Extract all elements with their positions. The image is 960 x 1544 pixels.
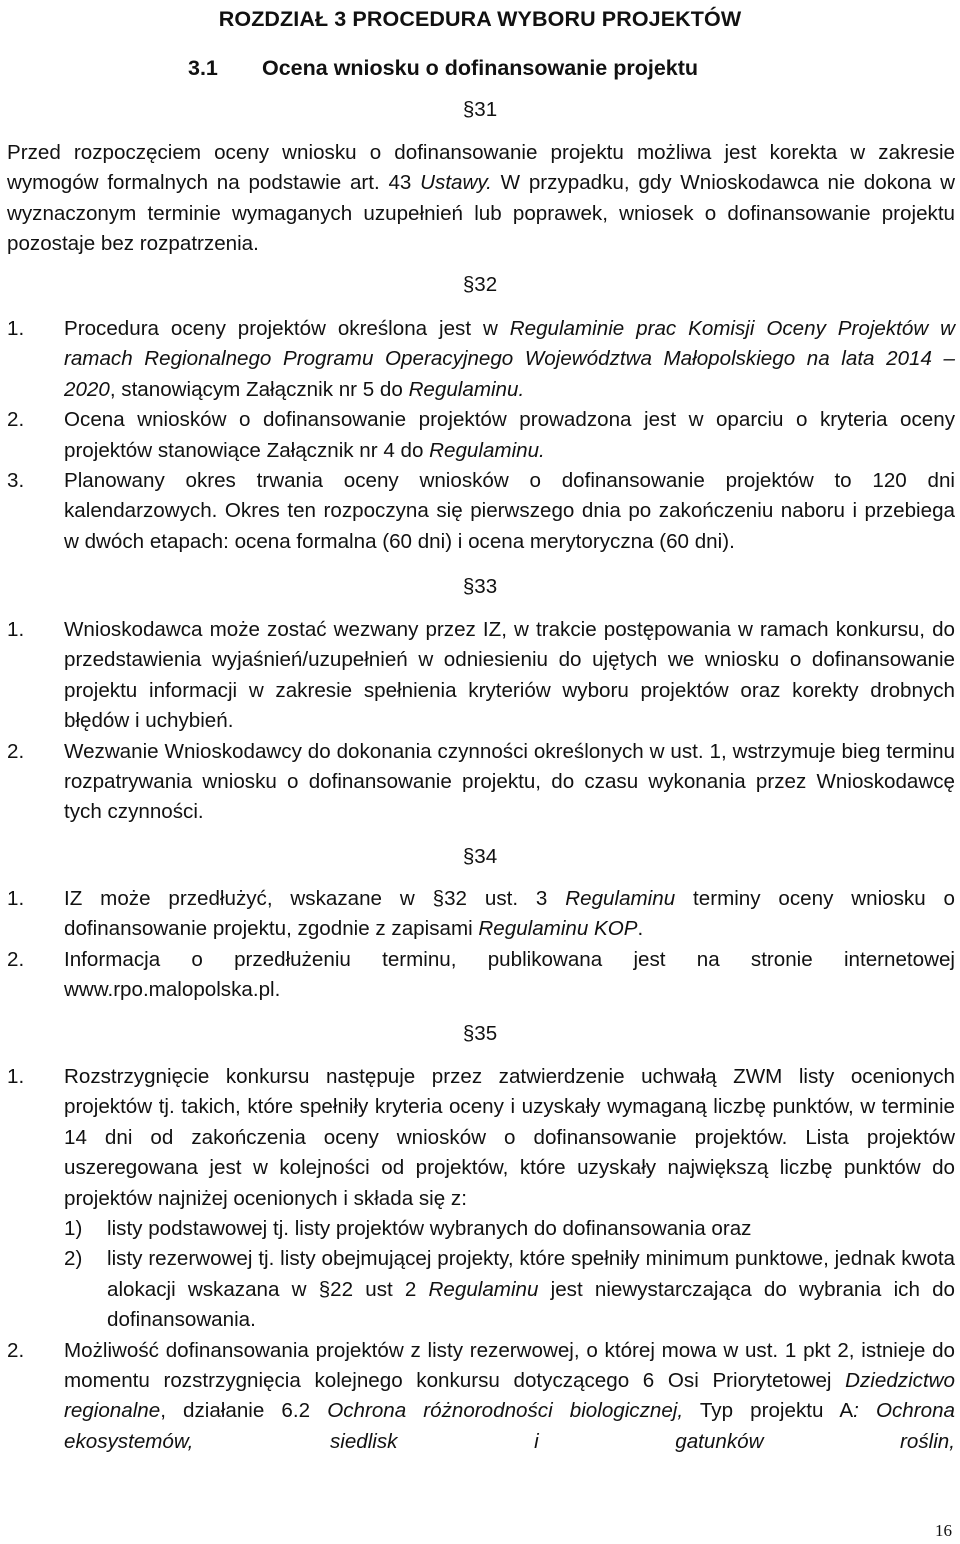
p31-text-a: Przed rozpoczęciem oceny wniosku o dofinansowanie projektu możliwa jest korekta w zakresie wymogów formalnych na podstawie art. 43 bbox=[7, 141, 955, 195]
section-heading: Ocena wniosku o dofinansowanie projektu bbox=[262, 56, 699, 80]
item-text: terminy oceny wniosku o dofinansowanie projektu, zgodnie z zapisami bbox=[64, 887, 955, 941]
p31-text-b: W przypadku, gdy Wnioskodawca nie dokona w wyznaczonym terminie wymaganych uzupełnień lub poprawek, wniosek o dofinansowanie projektu pozostaje bez rozpatrzenia. bbox=[7, 171, 956, 256]
paragraph-label-35: §35 bbox=[462, 1022, 498, 1045]
item-text: , stanowiącym Załącznik nr 5 do bbox=[109, 377, 409, 401]
p31-text-italic: Ustawy. bbox=[420, 171, 492, 195]
sub-item-text: listy podstawowej tj. listy projektów wybranych do dofinansowania oraz bbox=[107, 1217, 752, 1241]
paragraph-label-32: §32 bbox=[462, 273, 498, 296]
item-text: Wezwanie Wnioskodawcy do dokonania czynności określonych w ust. 1, wstrzymuje bieg terminu rozpatrywania wniosku o dofinansowanie projektu, do czasu wykonania przez Wnioskodawcę tych czynności. bbox=[64, 739, 955, 824]
sub-item-number: 2) bbox=[64, 1247, 83, 1271]
item-number: 2. bbox=[7, 408, 25, 432]
item-number: 2. bbox=[7, 1338, 25, 1362]
item-text: , działanie 6.2 bbox=[160, 1399, 328, 1423]
item-text: Typ projektu A bbox=[683, 1399, 854, 1423]
section-number: 3.1 bbox=[188, 56, 218, 80]
list-item bbox=[7, 1062, 955, 1214]
item-italic: Dziedzictwo regionalne bbox=[64, 1369, 955, 1423]
item-number: 1. bbox=[7, 618, 25, 641]
item-italic: Regulaminu. bbox=[408, 377, 525, 401]
sub-list-item bbox=[7, 1244, 955, 1335]
item-italic: : Ochrona ekosystemów, siedlisk i gatunków roślin, bbox=[64, 1399, 955, 1453]
sub-item-text: jest niewystarczająca do wybrania ich do dofinansowania. bbox=[107, 1277, 955, 1332]
item-text: Procedura oceny projektów określona jest w bbox=[64, 317, 510, 340]
item-number: 2. bbox=[7, 947, 25, 971]
paragraph-label-34: §34 bbox=[462, 845, 498, 868]
sub-list-item bbox=[7, 1214, 955, 1244]
item-text: Informacja o przedłużeniu terminu, publikowana jest na stronie internetowej www.rpo.malopolska.pl. bbox=[64, 947, 955, 1002]
item-italic: Regulaminu. bbox=[429, 438, 545, 462]
section-title bbox=[188, 53, 698, 83]
list-item bbox=[7, 945, 955, 1006]
paragraph-label-33: §33 bbox=[462, 575, 498, 598]
list-item bbox=[7, 466, 955, 557]
list-item bbox=[7, 884, 955, 945]
list-item bbox=[7, 615, 955, 737]
item-italic: Regulaminu KOP bbox=[478, 917, 638, 941]
item-text: . bbox=[637, 917, 644, 941]
item-number: 1. bbox=[7, 1065, 25, 1088]
paragraph-33-list bbox=[7, 615, 955, 828]
list-item bbox=[7, 405, 955, 466]
item-text: Wnioskodawca może zostać wezwany przez IZ, w trakcie postępowania w ramach konkursu, do przedstawienia wyjaśnień/uzupełnień w odniesieniu do ujętych we wniosku o dofinansowanie projektu informacji w zakresie spełnienia kryteriów wyboru projektów oraz korekty drobnych błędów i uchybień. bbox=[64, 618, 955, 733]
chapter-title: ROZDZIAŁ 3 PROCEDURA WYBORU PROJEKTÓW bbox=[218, 7, 742, 31]
item-italic: Regulaminu bbox=[565, 887, 676, 910]
item-number: 1. bbox=[7, 887, 25, 910]
item-italic: Regulaminie prac Komisji Oceny Projektów w ramach Regionalnego Programu Operacyjnego Województwa Małopolskiego na lata 2014 – 2020 bbox=[64, 317, 955, 401]
item-number: 2. bbox=[7, 739, 25, 763]
paragraph-label-31: §31 bbox=[462, 98, 498, 121]
list-item bbox=[7, 314, 955, 405]
paragraph-35-list bbox=[7, 1062, 955, 1457]
paragraph-34-list bbox=[7, 884, 955, 1006]
item-text: Planowany okres trwania oceny wniosków o dofinansowanie projektów to 120 dni kalendarzowych. Okres ten rozpoczyna się pierwszego dnia po zakończeniu naboru i przebiega w dwóch etapach: ocena formalna (60 dni) i ocena merytoryczna (60 dni). bbox=[64, 469, 955, 553]
list-item bbox=[7, 737, 955, 828]
item-italic: Ochrona różnorodności biologicznej, bbox=[327, 1399, 684, 1423]
sub-item-italic: Regulaminu bbox=[428, 1277, 539, 1301]
item-number: 3. bbox=[7, 469, 25, 493]
item-number: 1. bbox=[7, 317, 25, 340]
item-text: IZ może przedłużyć, wskazane w §32 ust. 3 bbox=[64, 887, 566, 910]
paragraph-31-text bbox=[7, 138, 955, 260]
sub-item-number: 1) bbox=[64, 1217, 83, 1241]
paragraph-32-list bbox=[7, 314, 955, 557]
sub-item-text: listy rezerwowej tj. listy obejmującej projekty, które spełniły minimum punktowe, jednak kwota alokacji wskazana w §22 ust 2 bbox=[107, 1247, 955, 1301]
item-text: Ocena wniosków o dofinansowanie projektów prowadzona jest w oparciu o kryteria oceny projektów stanowiące Załącznik nr 4 do bbox=[64, 408, 955, 462]
item-text: Rozstrzygnięcie konkursu następuje przez zatwierdzenie uchwałą ZWM listy ocenionych projektów tj. takich, które spełniły kryteria oceny i uzyskały wymaganą liczbę punktów, w terminie 14 dni od zakończenia oceny wniosków o dofinansowanie projektów. Lista projektów uszeregowana jest w kolejności od projektów, które uzyskały największą liczbę punktów do projektów najniżej ocenionych i składa się z: bbox=[64, 1065, 955, 1210]
item-text: Możliwość dofinansowania projektów z listy rezerwowej, o której mowa w ust. 1 pkt 2, istnieje do momentu rozstrzygnięcia kolejnego konkursu dotyczącego 6 Osi Priorytetowej bbox=[64, 1338, 955, 1393]
list-item bbox=[7, 1336, 955, 1458]
page-number: 16 bbox=[935, 1521, 952, 1540]
